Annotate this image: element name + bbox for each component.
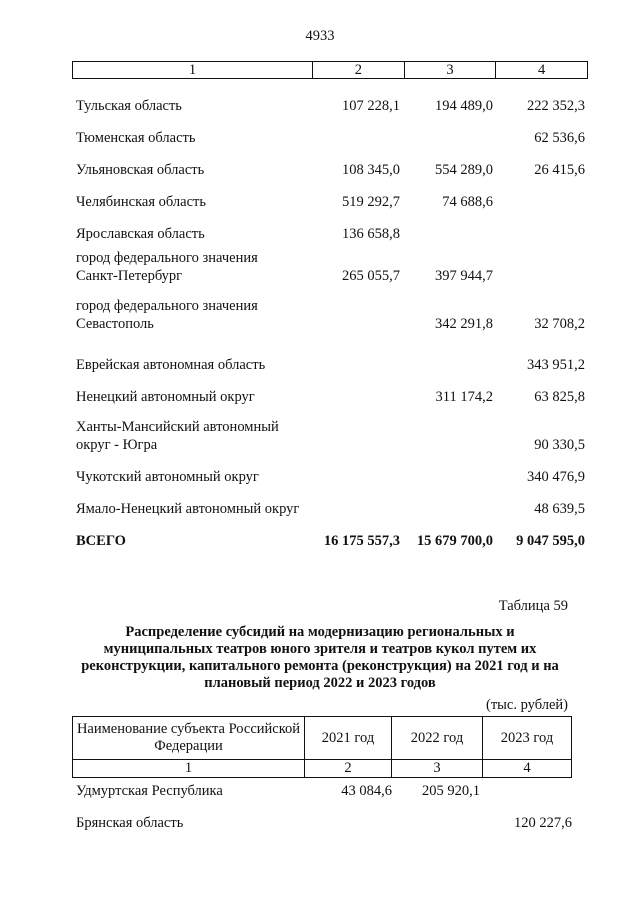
- table2-header-2021: 2021 год: [304, 717, 391, 759]
- table1-header-col2: 2: [312, 62, 404, 78]
- value-col3: 194 489,0: [435, 98, 493, 114]
- table-row: [76, 251, 588, 285]
- value-col4: 63 825,8: [534, 389, 585, 405]
- table-row: [76, 814, 572, 832]
- region-name: Брянская область: [76, 815, 184, 831]
- total-col4: 9 047 595,0: [516, 533, 585, 549]
- region-name: Ульяновская область: [76, 162, 205, 178]
- region-name: Чукотский автономный округ: [76, 469, 259, 485]
- value-col3: 342 291,8: [435, 316, 493, 332]
- value-col2: 108 345,0: [342, 162, 400, 178]
- value-col4: 48 639,5: [534, 501, 585, 517]
- region-name: Еврейская автономная область: [76, 357, 266, 373]
- page-number: 4933: [305, 28, 335, 44]
- table2-header-2023: 2023 год: [482, 717, 571, 759]
- table1-header-col1: 1: [188, 62, 197, 78]
- value-col2: 107 228,1: [342, 98, 400, 114]
- table-row: [76, 452, 588, 486]
- value-col4: 90 330,5: [534, 437, 585, 453]
- table2-colnum-1: 1: [184, 760, 193, 776]
- table-row: [76, 113, 588, 147]
- value-col2: 265 055,7: [342, 268, 400, 284]
- table-row: [76, 484, 588, 518]
- region-name: Тульская область: [76, 98, 182, 114]
- value-col3: 554 289,0: [435, 162, 493, 178]
- total-row: [76, 516, 588, 550]
- table-row: [76, 209, 588, 243]
- value-col4: 222 352,3: [527, 98, 585, 114]
- value-col3: 74 688,6: [442, 194, 493, 210]
- table1-header: [72, 61, 588, 79]
- table2-title: Распределение субсидий на модернизацию региональных и муниципальных театров юного зрителя и театров кукол путем их реконструкции, капитального ремонта (реконструкция) на 2021 год и на плановый период 2022 и 2023 годов: [81, 624, 559, 691]
- value-2023: 120 227,6: [514, 815, 572, 831]
- value-col4: 32 708,2: [534, 316, 585, 332]
- value-2021: 43 084,6: [341, 783, 392, 799]
- table2-colnum-4: 4: [482, 760, 571, 777]
- value-col3: 397 944,7: [435, 268, 493, 284]
- table-row: [76, 299, 588, 333]
- table2-header-2022: 2022 год: [391, 717, 482, 759]
- region-name: Тюменская область: [76, 130, 196, 146]
- total-col3: 15 679 700,0: [416, 533, 493, 549]
- region-name: город федерального значения Севастополь: [76, 298, 258, 332]
- value-col3: 311 174,2: [435, 389, 493, 405]
- table-row: [76, 340, 588, 374]
- table-row: [76, 420, 588, 454]
- region-name: Челябинская область: [76, 194, 206, 210]
- table2-header-name: Наименование субъекта Российской Федерации: [76, 721, 301, 754]
- table-row: [76, 177, 588, 211]
- table1-header-col4: 4: [495, 62, 587, 78]
- value-col4: 340 476,9: [527, 469, 585, 485]
- table2-label: Таблица 59: [498, 598, 568, 614]
- region-name: Ямало-Ненецкий автономный округ: [76, 501, 300, 517]
- total-col2: 16 175 557,3: [323, 533, 400, 549]
- region-name: город федерального значения Санкт-Петербург: [76, 250, 258, 284]
- value-col4: 26 415,6: [534, 162, 585, 178]
- value-2022: 205 920,1: [422, 783, 480, 799]
- value-col4: 343 951,2: [527, 357, 585, 373]
- table1-header-col3: 3: [404, 62, 496, 78]
- table-row: [76, 81, 588, 115]
- value-col2: 136 658,8: [342, 226, 400, 242]
- table2-units: (тыс. рублей): [486, 697, 568, 713]
- region-name: Ярославская область: [76, 226, 205, 242]
- table2-colnum-2: 2: [304, 760, 391, 777]
- value-col2: 519 292,7: [342, 194, 400, 210]
- value-col4: 62 536,6: [534, 130, 585, 146]
- table-row: [76, 145, 588, 179]
- table-row: [76, 372, 588, 406]
- table2-colnum-3: 3: [391, 760, 482, 777]
- region-name: Ненецкий автономный округ: [76, 389, 255, 405]
- region-name: Удмуртская Республика: [76, 783, 223, 799]
- table-row: [76, 782, 572, 800]
- table2-header: [72, 716, 572, 778]
- total-label: ВСЕГО: [76, 533, 126, 549]
- region-name: Ханты-Мансийский автономный округ - Югра: [76, 419, 279, 453]
